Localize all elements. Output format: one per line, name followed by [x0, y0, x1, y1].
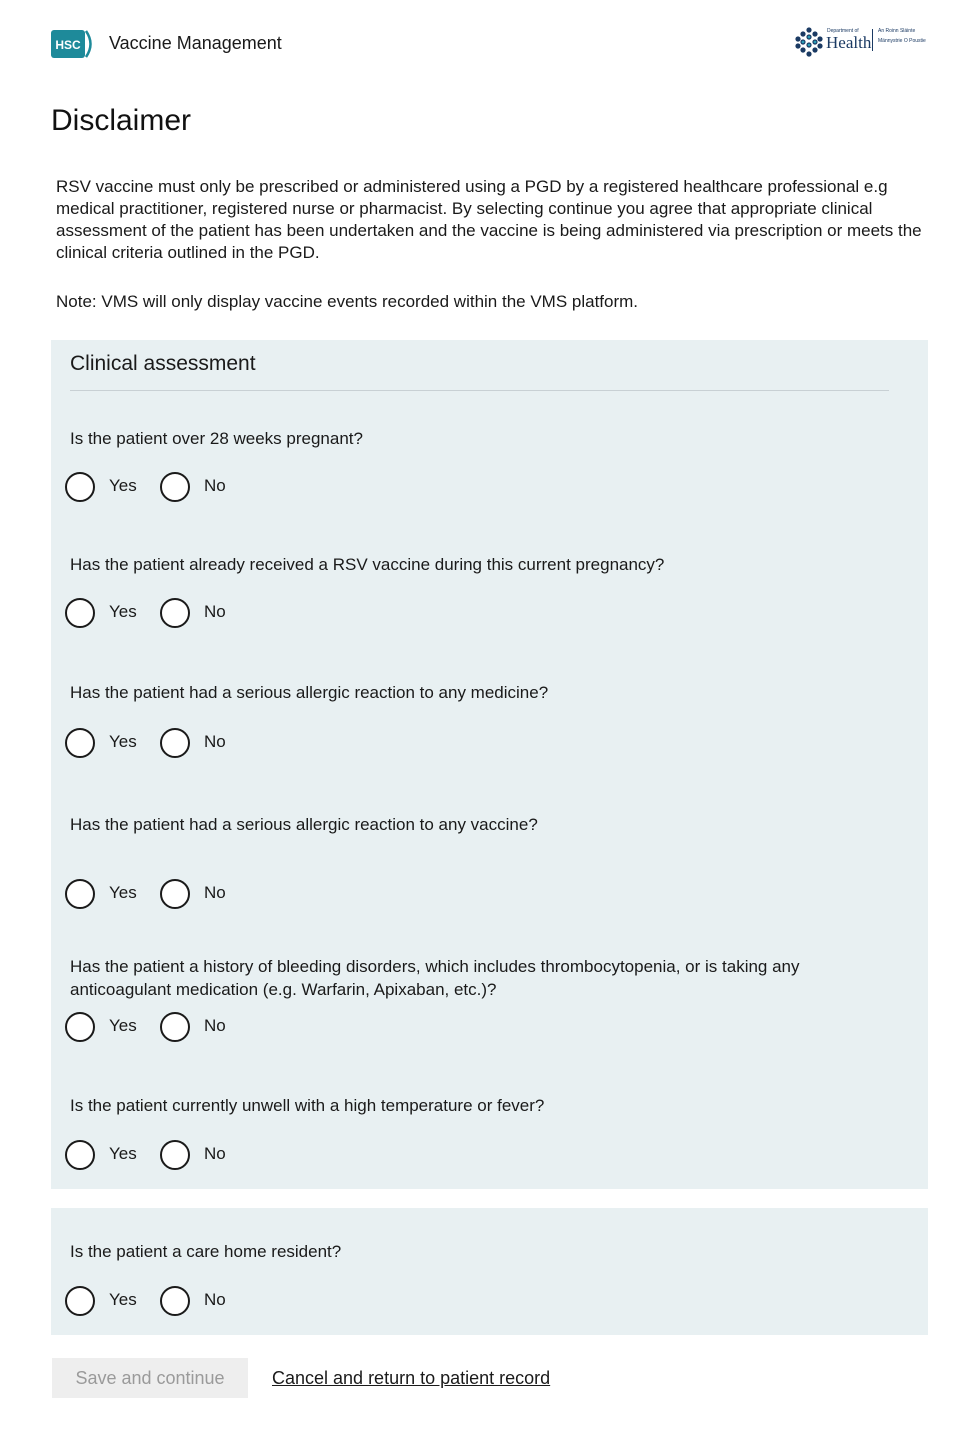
radio-label: No — [204, 602, 226, 621]
radio-label: No — [204, 883, 226, 902]
radio-no[interactable] — [160, 472, 240, 502]
disclaimer-text: RSV vaccine must only be prescribed or administered using a PGD by a registered healthcare professional e.g medical practitioner, registered nurse or pharmacist. By selecting continue you agree that appropriate clinical assessment of the patient has been undertaken and the vaccine is being administered via prescription or meets the clinical criteria outlined in the PGD. — [56, 177, 922, 262]
radio-yes[interactable] — [65, 879, 145, 909]
clinical-assessment-heading: Clinical assessment — [70, 352, 256, 375]
radio-label: No — [204, 1016, 226, 1035]
radio-no[interactable] — [160, 879, 240, 909]
save-and-continue-button[interactable]: Save and continue — [52, 1358, 248, 1398]
clinical-assessment-panel — [51, 340, 928, 1189]
radio-circle[interactable] — [65, 598, 95, 628]
radio-label: No — [204, 732, 226, 751]
radio-circle[interactable] — [65, 1012, 95, 1042]
app-header — [0, 0, 977, 90]
question-over-28-weeks: Is the patient over 28 weeks pregnant? — [70, 429, 363, 448]
radio-group-bleeding-disorders — [65, 1012, 285, 1042]
radio-label: Yes — [109, 1144, 137, 1163]
app-name: Vaccine Management — [109, 33, 282, 53]
hsc-logo — [51, 29, 93, 59]
radio-label: No — [204, 476, 226, 495]
radio-no[interactable] — [160, 728, 240, 758]
note-text: Note: VMS will only display vaccine events recorded within the VMS platform. — [56, 292, 639, 311]
question-allergic-vaccine: Has the patient had a serious allergic reaction to any vaccine? — [70, 815, 538, 834]
radio-yes[interactable] — [65, 598, 145, 628]
radio-circle[interactable] — [65, 879, 95, 909]
radio-circle[interactable] — [160, 1286, 190, 1316]
radio-no[interactable] — [160, 1286, 240, 1316]
question-allergic-medicine: Has the patient had a serious allergic reaction to any medicine? — [70, 683, 549, 702]
radio-no[interactable] — [160, 1140, 240, 1170]
radio-no[interactable] — [160, 598, 240, 628]
question-unwell-fever: Is the patient currently unwell with a high temperature or fever? — [70, 1096, 545, 1115]
radio-circle[interactable] — [160, 879, 190, 909]
radio-label: No — [204, 1144, 226, 1163]
question-received-rsv: Has the patient already received a RSV vaccine during this current pregnancy? — [70, 555, 665, 574]
radio-yes[interactable] — [65, 1012, 145, 1042]
doh-name: Health — [826, 33, 872, 52]
radio-group-unwell-fever — [65, 1140, 285, 1170]
radio-circle[interactable] — [160, 598, 190, 628]
radio-circle[interactable] — [65, 1286, 95, 1316]
department-of-health-logo — [794, 24, 930, 60]
question-care-home: Is the patient a care home resident? — [70, 1242, 342, 1261]
radio-circle[interactable] — [160, 1012, 190, 1042]
radio-yes[interactable] — [65, 472, 145, 502]
page-title: Disclaimer — [51, 104, 192, 137]
radio-circle[interactable] — [160, 728, 190, 758]
radio-group-allergic-vaccine — [65, 879, 285, 909]
heading-divider — [70, 390, 889, 391]
radio-circle[interactable] — [160, 472, 190, 502]
hexagon-cluster-icon — [794, 26, 824, 60]
radio-circle[interactable] — [65, 1140, 95, 1170]
care-home-panel — [51, 1208, 928, 1335]
radio-label: Yes — [109, 602, 137, 621]
radio-no[interactable] — [160, 1012, 240, 1042]
radio-label: Yes — [109, 1016, 137, 1035]
radio-circle[interactable] — [65, 472, 95, 502]
doh-divider — [872, 29, 873, 51]
radio-group-care-home — [65, 1286, 285, 1316]
hsc-logo-text: HSC — [55, 38, 81, 52]
radio-yes[interactable] — [65, 728, 145, 758]
radio-label: Yes — [109, 732, 137, 751]
radio-circle[interactable] — [65, 728, 95, 758]
radio-group-allergic-medicine — [65, 728, 285, 758]
doh-irish-line-2: Männystrie O Poustie — [878, 38, 926, 44]
cancel-return-link[interactable]: Cancel and return to patient record — [272, 1368, 551, 1388]
radio-group-over-28-weeks — [65, 472, 285, 502]
radio-label: No — [204, 1290, 226, 1309]
radio-group-received-rsv — [65, 598, 285, 628]
radio-yes[interactable] — [65, 1140, 145, 1170]
doh-irish-line-1: An Roinn Sláinte — [878, 28, 916, 34]
radio-label: Yes — [109, 476, 137, 495]
question-bleeding-disorders: Has the patient a history of bleeding disorders, which includes thrombocytopenia, or is taking any anticoagulant medication (e.g. Warfarin, Apixaban, etc.)? — [70, 957, 800, 999]
radio-circle[interactable] — [160, 1140, 190, 1170]
doh-dept-line: Department of — [827, 28, 859, 34]
radio-label: Yes — [109, 883, 137, 902]
radio-yes[interactable] — [65, 1286, 145, 1316]
radio-label: Yes — [109, 1290, 137, 1309]
